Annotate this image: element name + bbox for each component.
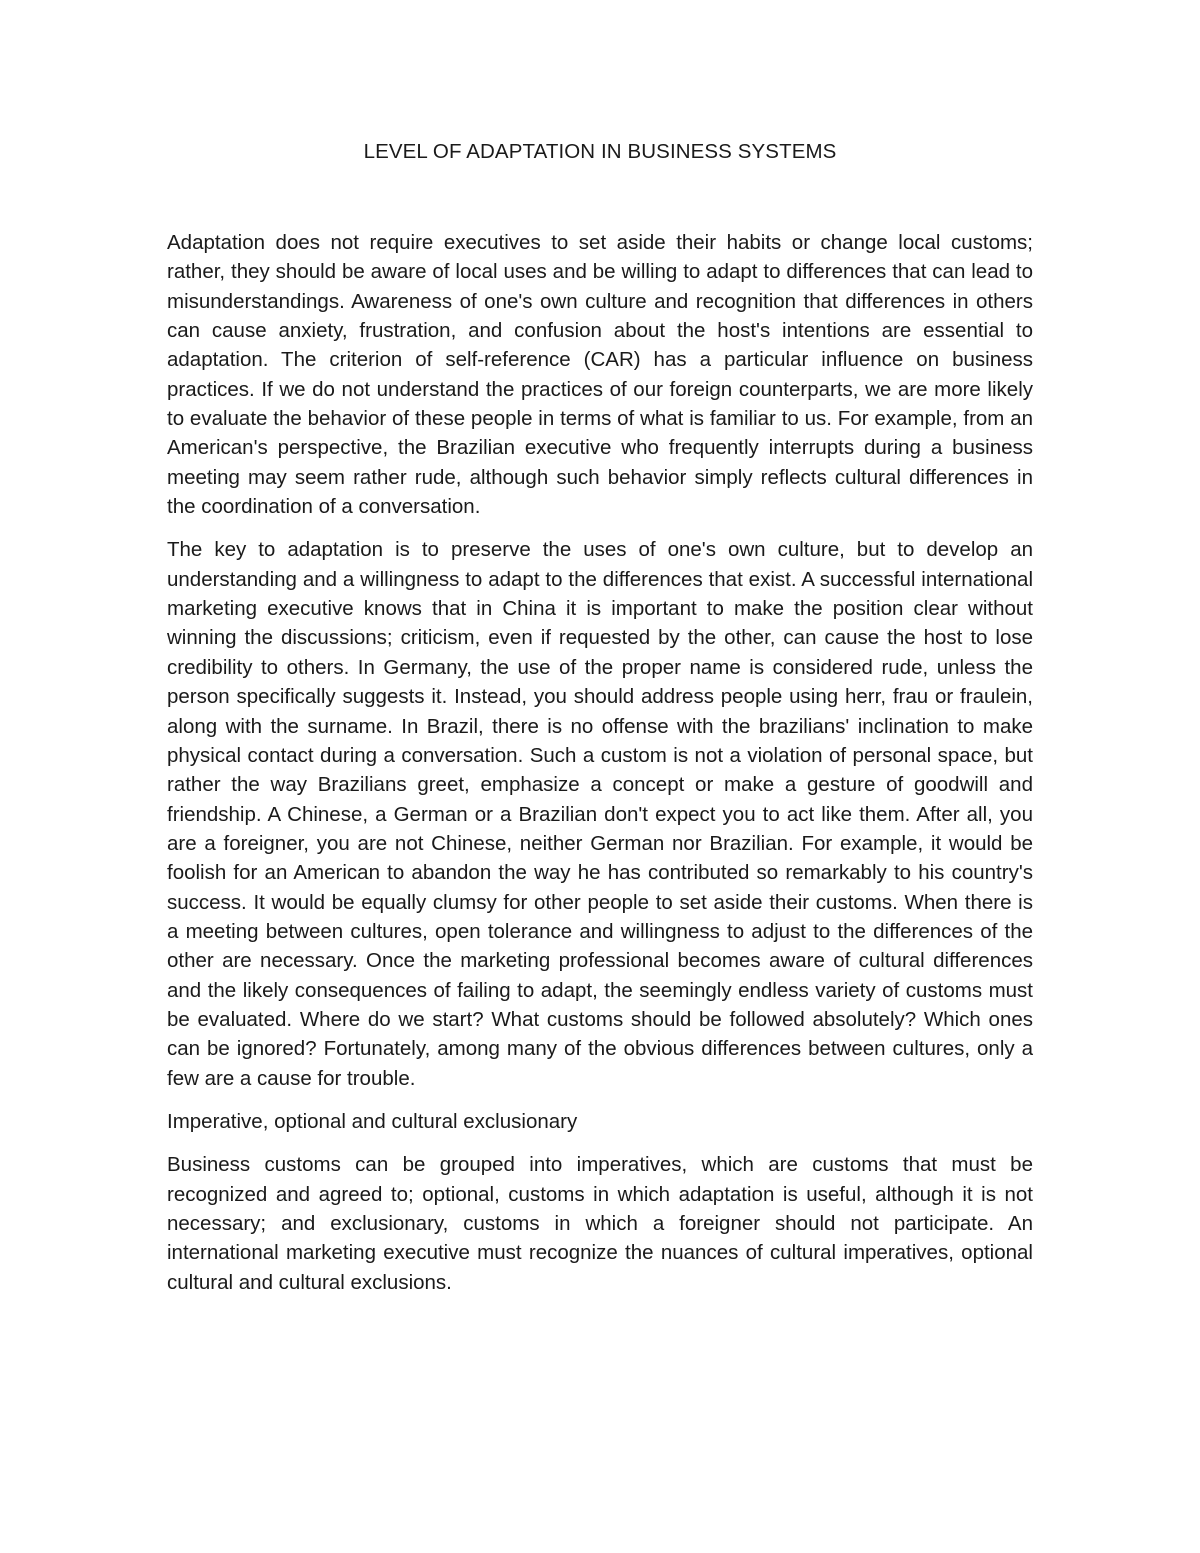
paragraph-business-customs: Business customs can be grouped into imperatives, which are customs that must be recognized and agreed to; optional, customs in which adaptation is useful, although it is not necessary; and exclusionary, customs in which a foreigner should not participate. An international marketing executive must recognize the nuances of cultural imperatives, optional cultural and cultural exclusions. [167,1153,1033,1294]
document-body [167,228,1033,1311]
paragraph-intro: Adaptation does not require executives to set aside their habits or change local customs; rather, they should be aware of local uses and be willing to adapt to differences that can lead to misunderstandings. Awareness of one's own culture and recognition that differences in others can cause anxiety, frustration, and confusion about the host's intentions are essential to adaptation. The criterion of self-reference (CAR) has a particular influence on business practices. If we do not understand the practices of our foreign counterparts, we are more likely to evaluate the behavior of these people in terms of what is familiar to us. For example, from an American's perspective, the Brazilian executive who frequently interrupts during a business meeting may seem rather rude, although such behavior simply reflects cultural differences in the coordination of a conversation. [167,231,1033,519]
section-heading: Imperative, optional and cultural exclusionary [167,1109,578,1133]
document-title: LEVEL OF ADAPTATION IN BUSINESS SYSTEMS [363,140,837,163]
paragraph-key-to-adaptation: The key to adaptation is to preserve the uses of one's own culture, but to develop an understanding and a willingness to adapt to the differences that exist. A successful international marketing executive knows that in China it is important to make the position clear without winning the discussions; criticism, even if requested by the other, can cause the host to lose credibility to others. In Germany, the use of the proper name is considered rude, unless the person specifically suggests it. Instead, you should address people using herr, frau or fraulein, along with the surname. In Brazil, there is no offense with the brazilians' inclination to make physical contact during a conversation. Such a custom is not a violation of personal space, but rather the way Brazilians greet, emphasize a concept or make a gesture of goodwill and friendship. A Chinese, a German or a Brazilian don't expect you to act like them. After all, you are a foreigner, you are not Chinese, neither German nor Brazilian. For example, it would be foolish for an American to abandon the way he has contributed so remarkably to his country's success. It would be equally clumsy for other people to set aside their customs. When there is a meeting between cultures, open tolerance and willingness to adjust to the differences of the other are necessary. Once the marketing professional becomes aware of cultural differences and the likely consequences of failing to adapt, the seemingly endless variety of customs must be evaluated. Where do we start? What customs should be followed absolutely? Which ones can be ignored? Fortunately, among many of the obvious differences between cultures, only a few are a cause for trouble. [167,538,1033,1090]
